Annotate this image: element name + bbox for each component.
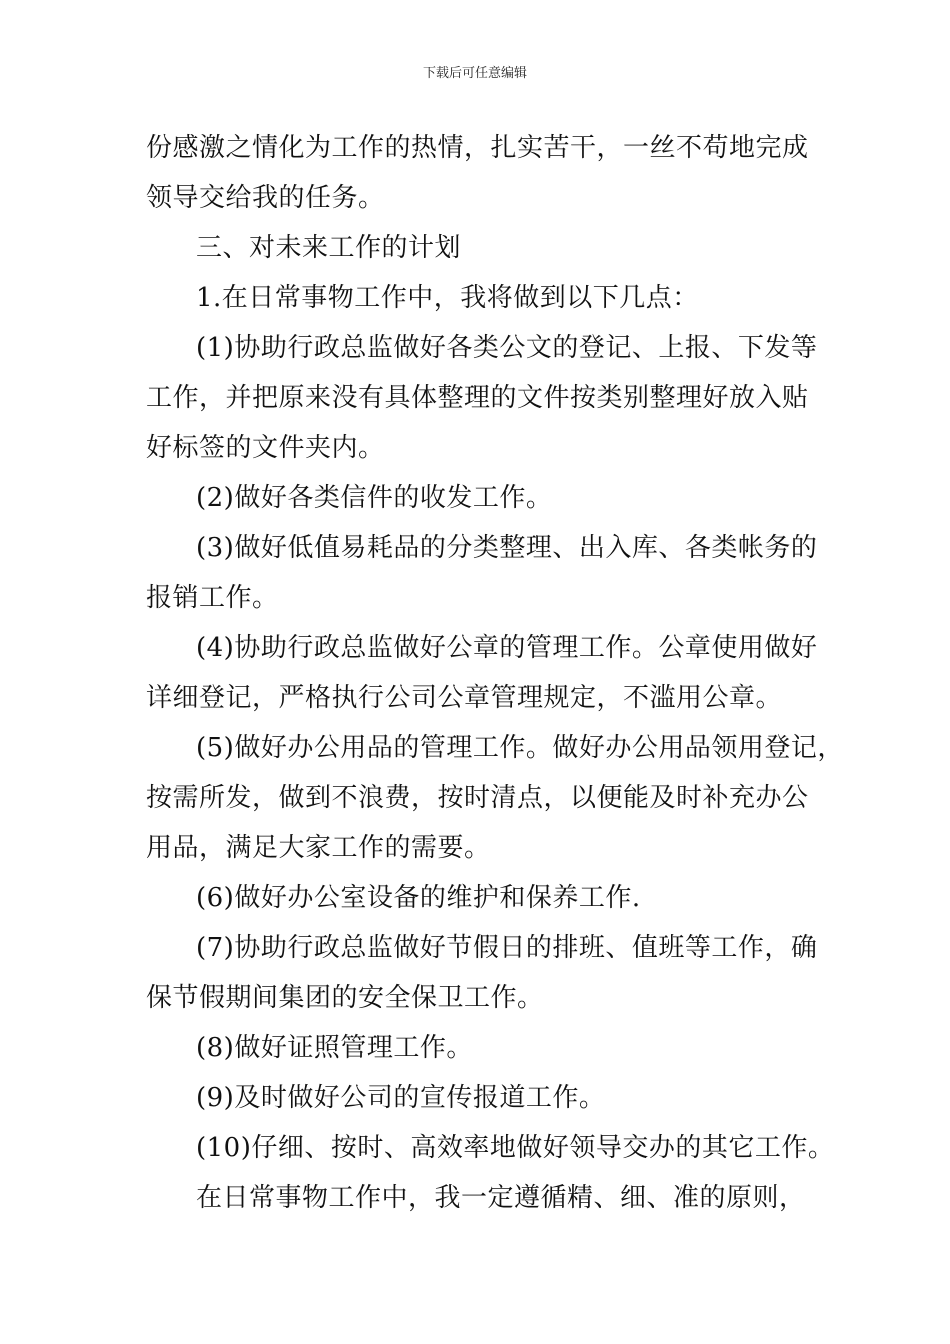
list-item-continuation: 详细登记，严格执行公司公章管理规定，不滥用公章。 bbox=[146, 683, 783, 713]
section-heading: 三、对未来工作的计划 bbox=[196, 233, 462, 263]
list-item-continuation: 保节假期间集团的安全保卫工作。 bbox=[146, 983, 544, 1013]
list-item-continuation: 按需所发，做到不浪费，按时清点，以便能及时补充办公 bbox=[146, 783, 809, 813]
list-item: (7)协助行政总监做好节假日的排班、值班等工作，确 bbox=[196, 933, 818, 963]
list-item-continuation: 报销工作。 bbox=[146, 583, 279, 613]
list-item: (9)及时做好公司的宣传报道工作。 bbox=[196, 1083, 606, 1113]
list-item: (8)做好证照管理工作。 bbox=[196, 1033, 473, 1063]
paragraph-line: 在日常事物工作中，我一定遵循精、细、准的原则， bbox=[196, 1183, 806, 1213]
list-item-continuation: 用品，满足大家工作的需要。 bbox=[146, 833, 491, 863]
list-heading: 1.在日常事物工作中，我将做到以下几点： bbox=[196, 283, 699, 313]
list-item: (5)做好办公用品的管理工作。做好办公用品领用登记， bbox=[196, 733, 844, 763]
list-item: (6)做好办公室设备的维护和保养工作. bbox=[196, 883, 641, 913]
list-item: (3)做好低值易耗品的分类整理、出入库、各类帐务的 bbox=[196, 533, 818, 563]
list-item-continuation: 好标签的文件夹内。 bbox=[146, 433, 385, 463]
list-item-continuation: 工作，并把原来没有具体整理的文件按类别整理好放入贴 bbox=[146, 383, 809, 413]
list-item: (10)仔细、按时、高效率地做好领导交办的其它工作。 bbox=[196, 1133, 835, 1163]
paragraph-line: 领导交给我的任务。 bbox=[146, 183, 385, 213]
page-header: 下载后可任意编辑 bbox=[422, 66, 527, 81]
paragraph-line: 份感激之情化为工作的热情，扎实苦干，一丝不苟地完成 bbox=[146, 133, 809, 163]
list-item: (1)协助行政总监做好各类公文的登记、上报、下发等 bbox=[196, 333, 818, 363]
list-item: (2)做好各类信件的收发工作。 bbox=[196, 483, 553, 513]
list-item: (4)协助行政总监做好公章的管理工作。公章使用做好 bbox=[196, 633, 818, 663]
